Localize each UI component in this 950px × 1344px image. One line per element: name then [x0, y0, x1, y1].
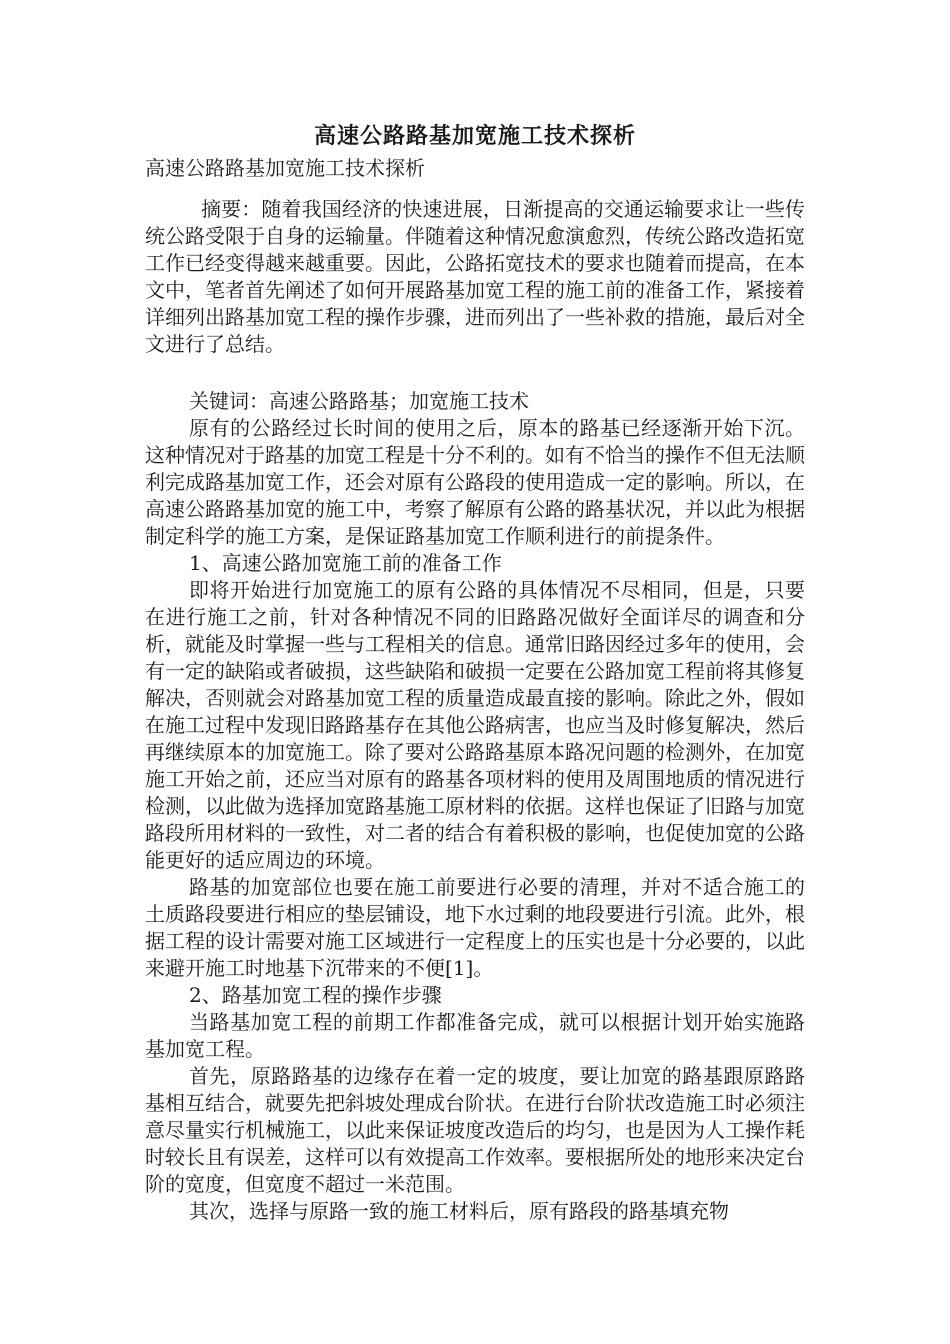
intro-paragraph: 原有的公路经过长时间的使用之后，原本的路基已经逐渐开始下沉。这种情况对于路基的加宽工程是十分不利的。如有不恰当的操作不但无法顺利完成路基加宽工作，还会对原有公路段的使用造成一定的影响。所以，在高速公路路基加宽的施工中，考察了解原有公路的路基状况，并以此为根据制定科学的施工方案，是保证路基加宽工作顺利进行的前提条件。	[145, 416, 805, 548]
section-heading-1: 1、高速公路加宽施工前的准备工作	[189, 551, 502, 575]
section-heading-2: 2、路基加宽工程的操作步骤	[189, 983, 442, 1007]
spacer	[145, 358, 805, 388]
abstract-paragraph: 摘要：随着我国经济的快速进展，日渐提高的交通运输要求让一些传统公路受限于自身的运输量。伴随着这种情况愈演愈烈，传统公路改造拓宽工作已经变得越来越重要。因此，公路拓宽技术的要求也随着而提高，在本文中，笔者首先阐述了如何开展路基加宽工程的施工前的准备工作，紧接着详细列出路基加宽工程的操作步骤，进而列出了一些补救的措施，最后对全文进行了总结。	[145, 197, 805, 356]
section2-paragraph-3: 其次，选择与原路一致的施工材料后，原有路段的路基填充物	[189, 1199, 729, 1223]
spacer	[145, 182, 805, 196]
keywords-line: 关键词：高速公路路基；加宽施工技术	[189, 389, 529, 413]
document-body	[145, 118, 805, 1225]
document-subtitle: 高速公路路基加宽施工技术探析	[145, 156, 425, 180]
section1-paragraph-2: 路基的加宽部位也要在施工前要进行必要的清理，并对不适合施工的土质路段要进行相应的垫层铺设，地下水过剩的地段要进行引流。此外，根据工程的设计需要对施工区域进行一定程度上的压实也是十分必要的，以此来避开施工时地基下沉带来的不便[1]。	[145, 875, 805, 980]
section2-paragraph-1: 当路基加宽工程的前期工作都准备完成，就可以根据计划开始实施路基加宽工程。	[145, 1010, 805, 1061]
document-title: 高速公路路基加宽施工技术探析	[313, 123, 636, 149]
section2-paragraph-2: 首先，原路路基的边缘存在着一定的坡度，要让加宽的路基跟原路路基相互结合，就要先把斜坡处理成台阶状。在进行台阶状改造施工时必须注意尽量实行机械施工，以此来保证坡度改造后的均匀，也是因为人工操作耗时较长且有误差，这样可以有效提高工作效率。要根据所处的地形来决定台阶的宽度，但宽度不超过一米范围。	[145, 1064, 805, 1196]
section1-paragraph-1: 即将开始进行加宽施工的原有公路的具体情况不尽相同，但是，只要在进行施工之前，针对各种情况不同的旧路路况做好全面详尽的调查和分析，就能及时掌握一些与工程相关的信息。通常旧路因经过多年的使用，会有一定的缺陷或者破损，这些缺陷和破损一定要在公路加宽工程前将其修复解决，否则就会对路基加宽工程的质量造成最直接的影响。除此之外，假如在施工过程中发现旧路路基存在其他公路病害，也应当及时修复解决，然后再继续原本的加宽施工。除了要对公路路基原本路况问题的检测外，在加宽施工开始之前，还应当对原有的路基各项材料的使用及周围地质的情况进行检测，以此做为选择加宽路基施工原材料的依据。这样也保证了旧路与加宽路段所用材料的一致性，对二者的结合有着积极的影响，也促使加宽的公路能更好的适应周边的环境。	[145, 578, 805, 872]
